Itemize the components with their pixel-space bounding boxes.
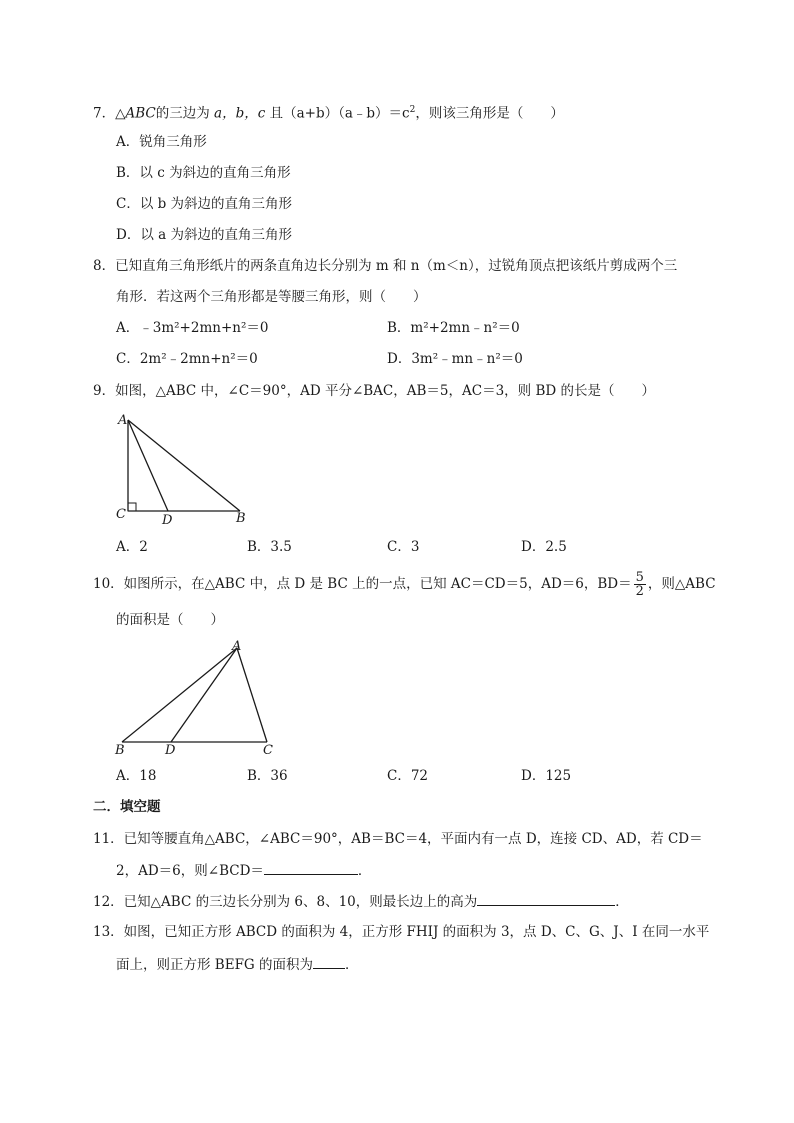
q7-option-d[interactable]: D．以 a 为斜边的直角三角形 [116,227,292,243]
q8-stem-line1: 8．已知直角三角形纸片的两条直角边长分别为 m 和 n（m＜n），过锐角顶点把该纸片剪成两个三 [93,258,678,274]
q9-option-b[interactable]: B．3.5 [247,539,292,555]
q13-answer-blank[interactable] [313,954,345,969]
q7-stem: 7．△ABC的三边为 a，b，c 且$(a+b)(a﹣b)=c^2$，则该三角形是（ ） [93,105,564,122]
q9-right-angle-mark [128,503,136,511]
q11-line1: 11．已知等腰直角△ABC，∠ABC＝90°，AB＝BC＝4，平面内有一点 D，连接 CD、AD，若 CD＝ [93,831,703,847]
q9-side-ab [128,420,240,511]
q9-option-d[interactable]: D．2.5 [521,539,567,555]
q9-option-c[interactable]: C．3 [387,539,420,555]
q12-answer-blank[interactable] [477,891,615,906]
q11-answer-blank[interactable] [264,860,358,875]
q9-figure [110,408,260,528]
q8-stem-line2: 角形．若这两个三角形都是等腰三角形，则（ ） [116,289,427,305]
q9-label-d: D [162,513,173,528]
q10-label-a: A [232,639,242,654]
q10-option-c[interactable]: C．72 [387,768,429,784]
q9-label-a: A [118,413,128,428]
q9-bisector-ad [128,420,168,511]
q7-option-c[interactable]: C．以 b 为斜边的直角三角形 [116,196,293,212]
q9-stem: 9．如图，△ABC 中，∠C＝90°，AD 平分∠BAC，AB＝5，AC＝3，则 BD 的长是（ ） [93,383,656,399]
q10-stem-line1: 10．如图所示，在△ABC 中，点 D 是 BC 上的一点，已知 AC＝CD＝5，AD＝6，BD＝ $\frac{5}{2}$ ，则△ABC [93,570,716,599]
q10-side-ab [122,648,237,742]
q10-fraction: $\frac{5}{2}$ [635,570,644,599]
q10-option-b[interactable]: B．36 [247,768,288,784]
q8-option-c[interactable]: C．2m²﹣2mn+n²＝0 [116,351,258,367]
q10-option-d[interactable]: D．125 [521,768,572,784]
q9-option-a[interactable]: A．2 [116,539,148,555]
q10-segment-ad [171,648,237,742]
q8-option-d[interactable]: D．3m²﹣mn﹣n²＝0 [387,351,523,367]
q8-option-a[interactable]: A．﹣3m²+2mn+n²＝0 [116,320,269,336]
q10-figure [110,636,290,761]
q10-label-b: B [115,743,125,758]
q7-option-b[interactable]: B．以 c 为斜边的直角三角形 [116,165,291,181]
q9-label-c: C [116,507,126,522]
q10-side-ac [237,648,267,742]
q10-label-c: C [263,743,273,758]
q10-option-a[interactable]: A．18 [116,768,157,784]
q13-line2: 面上，则正方形 BEFG 的面积为 ． [116,954,359,975]
q12-line1: 12．已知△ABC 的三边长分别为 6、8、10，则最长边上的高为 ． [93,891,629,912]
q8-option-b[interactable]: B．m²+2mn﹣n²＝0 [387,320,520,336]
q11-line2: 2，AD＝6，则∠BCD＝ ． [116,860,371,881]
q10-stem-line2: 的面积是（ ） [116,612,224,628]
section-fill-in-blank-title: 二．填空题 [93,799,161,815]
q10-label-d: D [165,743,176,758]
q7-option-a[interactable]: A．锐角三角形 [116,134,207,150]
q9-label-b: B [236,511,246,526]
q13-line1: 13．如图，已知正方形 ABCD 的面积为 4，正方形 FHIJ 的面积为 3，点 D、C、G、J、I 在同一水平 [93,924,710,940]
